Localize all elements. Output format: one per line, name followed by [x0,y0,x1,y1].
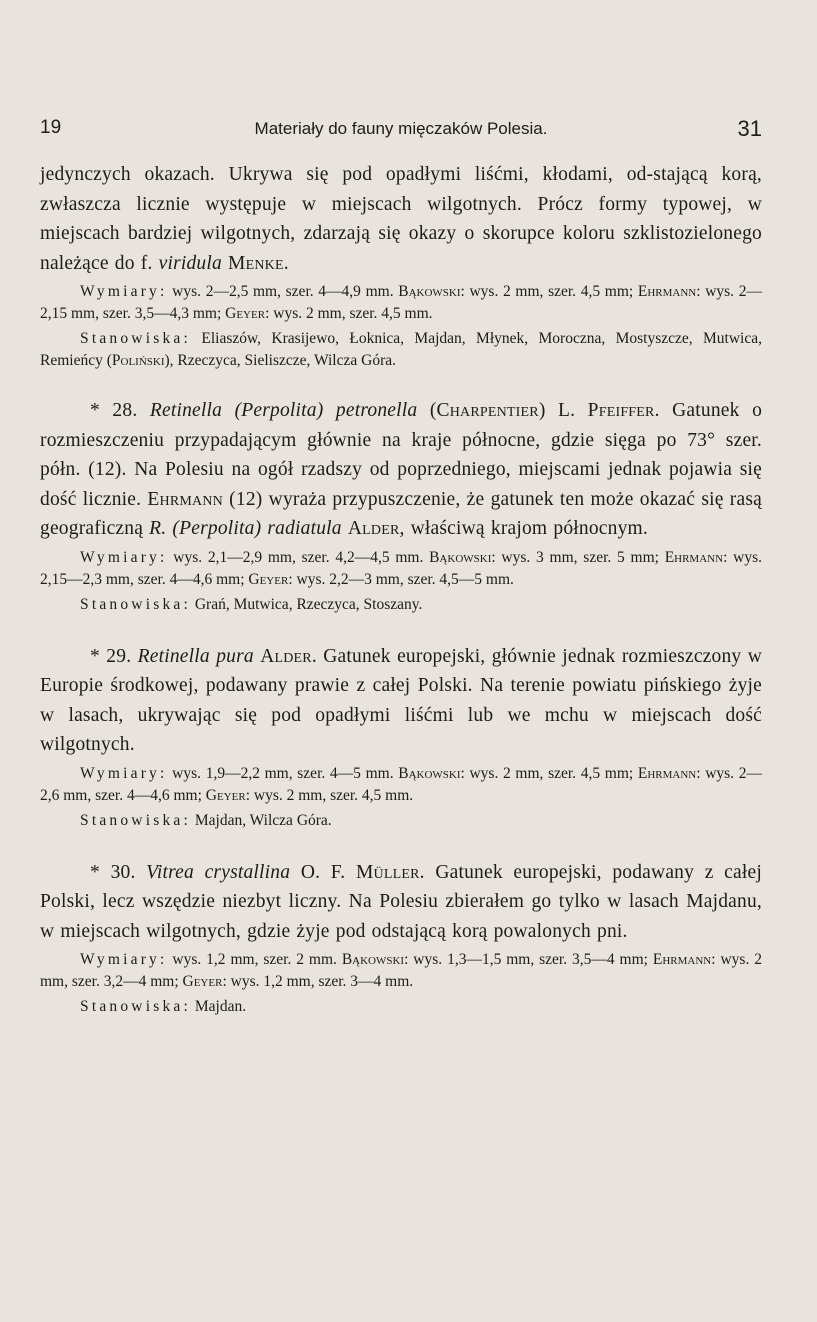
running-header [40,117,762,141]
author-name: Menke [228,252,284,274]
dimensions-label: Wymiary: [80,283,168,300]
form-name: viridula [158,252,222,274]
header-left-number: 19 [40,117,62,138]
species-30-paragraph: * 30. Vitrea crystallina O. F. Müller. Gatunek europejski, podawany z całej Polski, lecz wszędzie niezbyt liczny. Na Polesiu zbierałem go tylko w lasach Majdanu, w miejscach wilgotnych, gdzie żyje pod odstającą korą powalonych pni. [40,861,762,942]
dimensions-paragraph: Wymiary: wys. 2—2,5 mm, szer. 4—4,9 mm. Bąkowski: wys. 2 mm, szer. 4,5 mm; Ehrmann: wys. 2—2,15 mm, szer. 3,5—4,3 mm; Geyer: wys. 2 mm, szer. 4,5 mm. [40,283,762,322]
localities-paragraph: Stanowiska: Majdan, Wilcza Góra. [80,811,332,829]
dimensions-paragraph: Wymiary: wys. 2,1—2,9 mm, szer. 4,2—4,5 mm. Bąkowski: wys. 3 mm, szer. 5 mm; Ehrmann: wys. 2,15—2,3 mm, szer. 4—4,6 mm; Geyer: wys. 2,2—3 mm, szer. 4,5—5 mm. [40,548,762,588]
species-29-paragraph: * 29. Retinella pura Alder. Gatunek europejski, głównie jednak rozmieszczony w Europie środkowej, podawany prawie z całej Polski. Na terenie powiatu pińskiego żyje w lasach, ukrywając się pod opadłymi liśćmi lub we mchu w miejscach dość wilgotnych. [40,645,763,755]
localities-paragraph: Stanowiska: Majdan. [80,998,247,1015]
header-title: Materiały do fauny mięczaków Polesia. [254,119,548,138]
localities-label: Stanowiska: [80,330,191,347]
paragraph-continuation: jedynczych okazach. Ukrywa się pod opadłymi liśćmi, kłodami, od-stającą korą, zwłaszcza licznie występuje w miejscach wilgotnych. Prócz formy typowej, w miejscach bardziej wilgotnych, zdarzają się okazy o skorupce koloru szklistozielonego należące do f. viridula Menke. [40,164,762,274]
dimensions-paragraph: Wymiary: wys. 1,9—2,2 mm, szer. 4—5 mm. Bąkowski: wys. 2 mm, szer. 4,5 mm; Ehrmann: wys. 2—2,6 mm, szer. 4—4,6 mm; Geyer: wys. 2 mm, szer. 4,5 mm. [40,764,762,804]
species-28-paragraph: * 28. Retinella (Perpolita) petronella (Charpentier) L. Pfeiffer. Gatunek o rozmieszczeniu przypadającym głównie na kraje północne, gdzie sięga po 73° szer. półn. (12). Na Polesiu na ogół rzadszy od poprzedniego, miejscami jednak pojawia się dość licznie. Ehrmann (12) wyraża przypuszczenie, że gatunek ten może okazać się rasą geograficzną R. (Perpolita) radiatula Alder, właściwą krajom północnym. [40,400,763,539]
localities-paragraph: Stanowiska: Grań, Mutwica, Rzeczyca, Stoszany. [80,595,423,613]
dimensions-paragraph: Wymiary: wys. 1,2 mm, szer. 2 mm. Bąkowski: wys. 1,3—1,5 mm, szer. 3,5—4 mm; Ehrmann: wys. 2 mm, szer. 3,2—4 mm; Geyer: wys. 1,2 mm, szer. 3—4 mm. [40,951,762,990]
localities-paragraph: Stanowiska: Eliaszów, Krasijewo, Łoknica, Majdan, Młynek, Moroczna, Mostyszcze, Mutwica, Remieńcy (Poliński), Rzeczyca, Sieliszcze, Wilcza Góra. [40,330,762,369]
body-text [40,160,762,1018]
page-number: 31 [737,116,762,141]
